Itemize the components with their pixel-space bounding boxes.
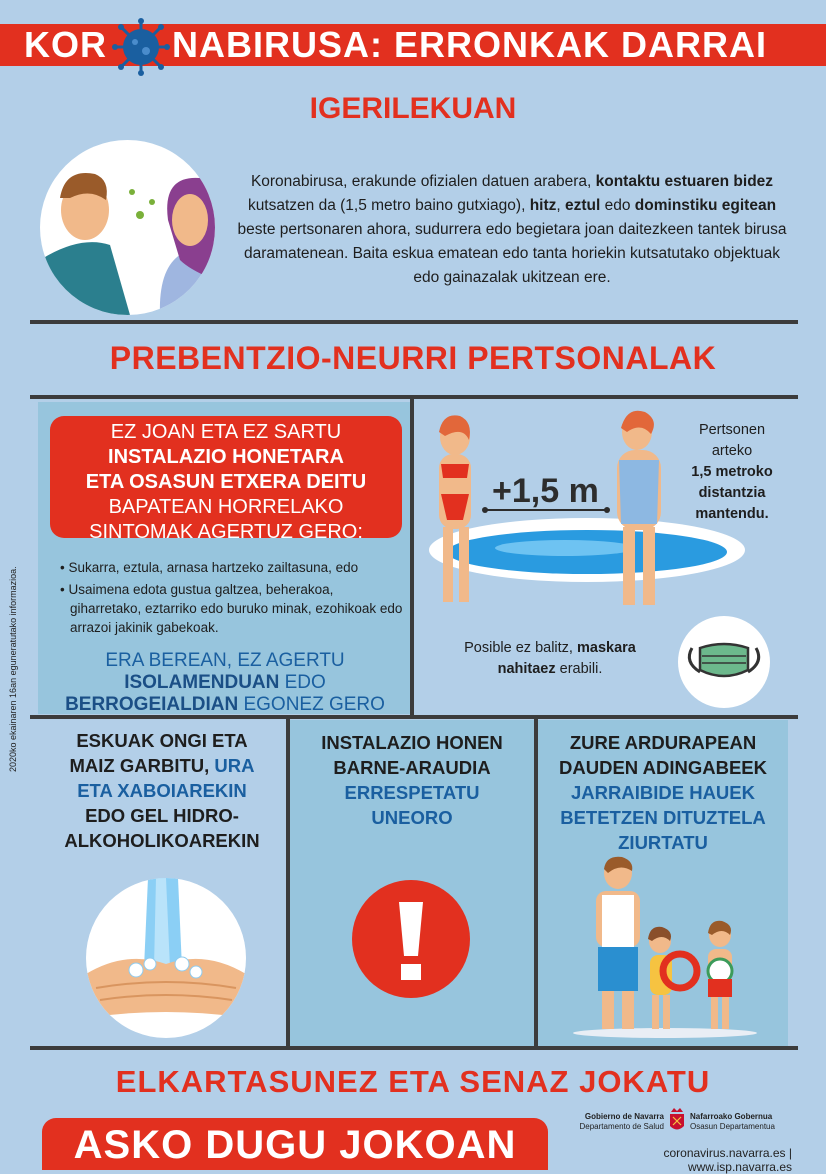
distance-line-2: arteko [711,443,753,459]
header-title-left: KOR [24,24,107,65]
intro-text-2: kutsatzen da (1,5 metro baino gutxiago), [247,197,530,214]
rules-text [290,730,534,830]
gov-dept-eu: Osasun Departamentua [690,1122,775,1131]
exclamation-icon [352,880,470,998]
kids-line-5: ZIURTATU [618,832,708,853]
intro-paragraph [234,170,790,290]
hand-washing-icon [86,878,246,1038]
hands-line-2a: MAIZ GARBITU, [69,755,215,776]
mask-text-3: nahitaez [497,661,556,677]
section-title: IGERILEKUAN [309,92,517,125]
intro-bold-2: hitz [529,197,557,214]
symptoms-line-5: SINTOMAK AGERTUZ GERO: [89,521,363,543]
gov-dept-es: Departamento de Salud [579,1122,664,1131]
list-item: • Sukarra, eztula, arnasa hartzeko zailtasuna, edo [60,560,359,575]
mask-text-2: maskara [576,640,636,656]
distance-line-5: mantendu. [695,506,769,522]
handwashing-illustration [86,878,246,1038]
distance-line-3: 1,5 metroko [691,464,773,480]
family-illustration [570,855,760,1040]
rules-line-1: INSTALAZIO HONEN [321,732,503,753]
kids-line-2: DAUDEN ADINGABEEK [559,757,767,778]
divider [30,320,798,324]
kids-line-1: ZURE ARDURAPEAN [569,732,757,753]
people-talking-illustration [40,140,215,315]
isolation-notice [42,650,408,716]
symptoms-line-2: INSTALAZIO HONETARA [108,446,344,468]
kids-line-3: JARRAIBIDE HAUEK [571,782,755,803]
distance-line-4: distantzia [698,485,766,501]
prevention-title: PREBENTZIO-NEURRI PERTSONALAK [109,340,717,376]
website-links[interactable]: coronavirus.navarra.es | www.isp.navarra.es [663,1146,792,1174]
intro-text-3: , [556,197,565,214]
mask-text-4: erabili. [555,661,603,677]
rules-line-4: UNEORO [371,807,453,828]
mask-text-1: Posible ez balitz, [464,640,577,656]
intro-text-4: edo [600,197,635,214]
mask-advice [440,638,660,680]
hands-line-2b: URA [214,755,255,776]
intro-text-5: beste pertsonaren ahora, sudurrera edo begietara joan daitezkeen tantek birusa daramatenean. Baita eskua ematean edo tanta horiekin kutsatutako objektuak edo gainazalak ukitzean ere. [237,221,787,286]
gov-logo-text-es [572,1112,664,1132]
distance-label: +1,5 m [492,472,599,510]
minors-text [538,730,788,855]
gov-name-eu: Nafarroako Gobernua [690,1112,773,1121]
update-note: 2020ko ekainaren 16an eguneratutako informazioa. [8,566,18,772]
face-mask-icon [678,616,770,708]
people-talking-icon [40,140,215,315]
rules-line-2: BARNE-ARAUDIA [333,757,491,778]
intro-bold-3: eztul [565,197,601,214]
intro-text-1: Koronabirusa, erakunde ofizialen datuen arabera, [250,173,596,190]
warning-illustration [352,880,470,998]
handwashing-text [38,728,286,853]
divider [30,715,798,719]
isolation-or: EDO [279,672,326,693]
kids-line-4: BETETZEN DITUZTELA [560,807,766,828]
distance-line-1: Pertsonen [698,422,766,438]
quarantine-word: BERROGEIALDIAN [65,694,239,715]
symptoms-warning-box [50,416,402,543]
navarra-coat-of-arms-icon [667,1106,687,1134]
rules-line-3: ERRESPETATU [344,782,480,803]
mask-illustration [678,616,770,708]
hands-line-4: EDO GEL HIDRO- [85,805,239,826]
coronavirus-icon [112,18,170,76]
symptoms-line-1: EZ JOAN ETA EZ SARTU [110,421,342,443]
hands-line-3: ETA XABOIAREKIN [77,780,247,801]
symptom-list [60,558,405,640]
gov-logo-text-eu [690,1112,790,1132]
quarantine-tail: EGONEZ GERO [238,694,385,715]
divider [30,395,798,399]
divider [410,395,414,717]
hands-line-5: ALKOHOLIKOAREKIN [64,830,260,851]
isolation-word: ISOLAMENDUAN [124,672,280,693]
symptoms-line-4: BAPATEAN HORRELAKO [108,496,344,518]
hands-line-1: ESKUAK ONGI ETA [76,730,248,751]
intro-bold-4: dominstiku egitean [634,197,777,214]
isolation-line-1: ERA BEREAN, EZ AGERTU [105,650,345,671]
divider [30,1046,798,1050]
gov-name-es: Gobierno de Navarra [584,1112,664,1121]
distance-advice [672,420,792,525]
intro-bold-1: kontaktu estuaren bidez [595,173,774,190]
solidarity-slogan: ELKARTASUNEZ ETA SENAZ JOKATU [115,1064,711,1099]
list-item: • Usaimena edota gustua galtzea, beherakoa, giharretako, eztarriko edo buruko minak, ezohikoak edo arrazoi jakinik gabekoak. [60,582,403,635]
header-title-right: NABIRUSA: ERRONKAK DARRAI [172,24,767,65]
footer-banner: ASKO DUGU JOKOAN [42,1118,548,1170]
symptoms-line-3: ETA OSASUN ETXERA DEITU [85,471,367,493]
